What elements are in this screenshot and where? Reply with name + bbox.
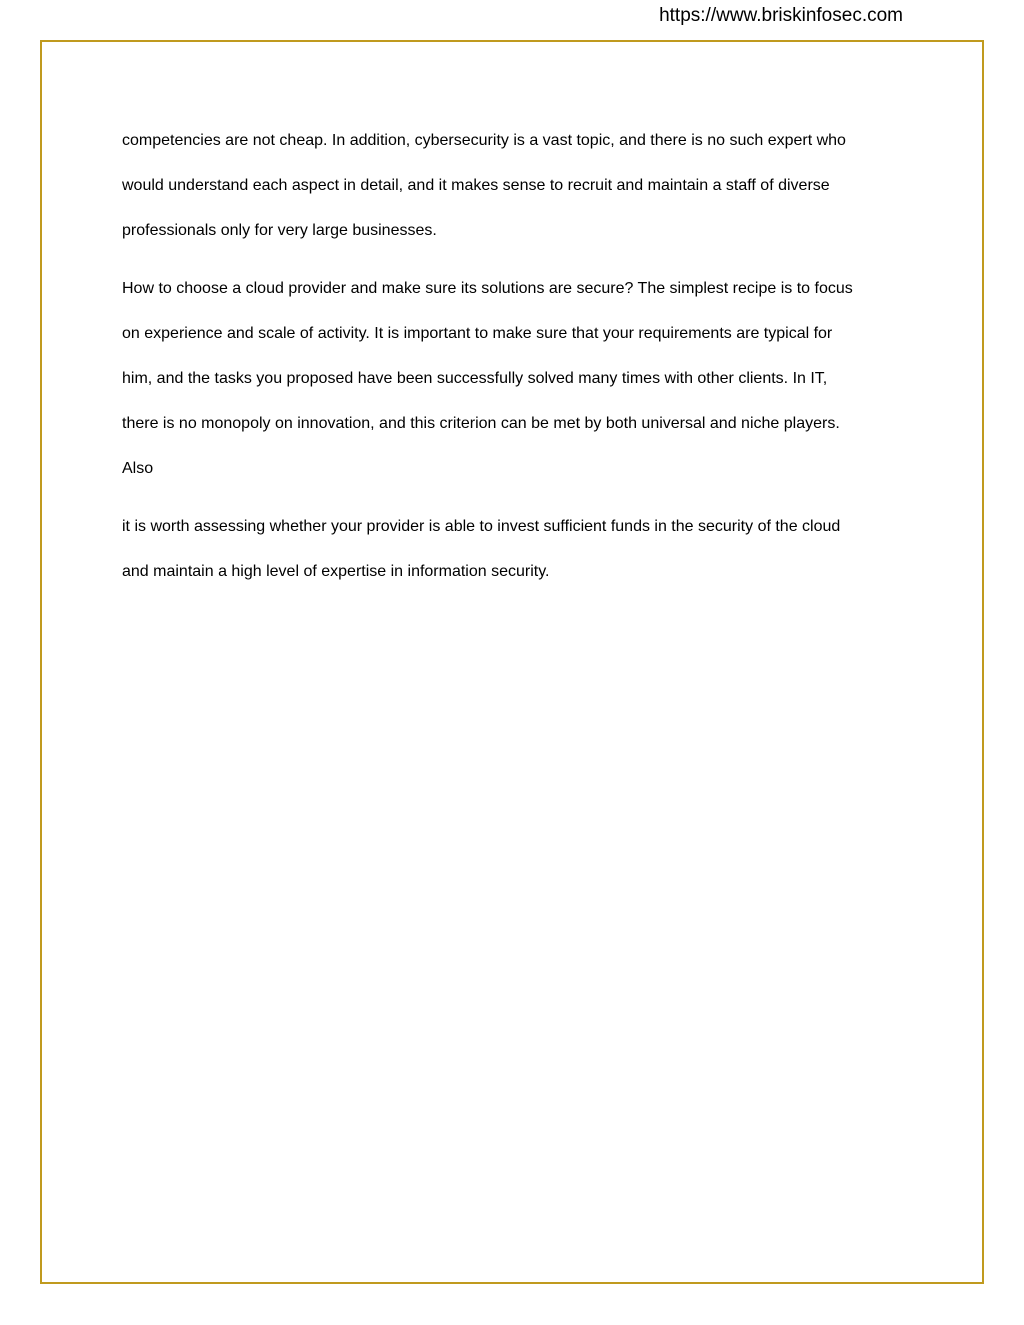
text-line: there is no monopoly on innovation, and this criterion can be met by both universal and niche players.	[122, 415, 840, 432]
page-frame	[40, 40, 984, 1284]
text-line: competencies are not cheap. In addition, cybersecurity is a vast topic, and there is no such expert who	[122, 132, 846, 149]
paragraph	[122, 118, 912, 253]
text-line: Also	[122, 460, 154, 477]
header-url-link[interactable]: https://www.briskinfosec.com	[659, 5, 903, 26]
text-line: on experience and scale of activity. It is important to make sure that your requirements are typical for	[122, 325, 833, 342]
text-line: and maintain a high level of expertise in information security.	[122, 563, 550, 580]
paragraph	[122, 504, 912, 594]
text-line: How to choose a cloud provider and make sure its solutions are secure? The simplest recipe is to focus	[122, 280, 853, 297]
text-line: it is worth assessing whether your provider is able to invest sufficient funds in the security of the cloud	[122, 518, 841, 535]
paragraph	[122, 266, 912, 491]
text-line: him, and the tasks you proposed have been successfully solved many times with other clients. In IT,	[122, 370, 828, 387]
text-line: professionals only for very large businesses.	[122, 222, 437, 239]
document-body	[122, 118, 912, 594]
text-line: would understand each aspect in detail, and it makes sense to recruit and maintain a staff of diverse	[122, 177, 830, 194]
